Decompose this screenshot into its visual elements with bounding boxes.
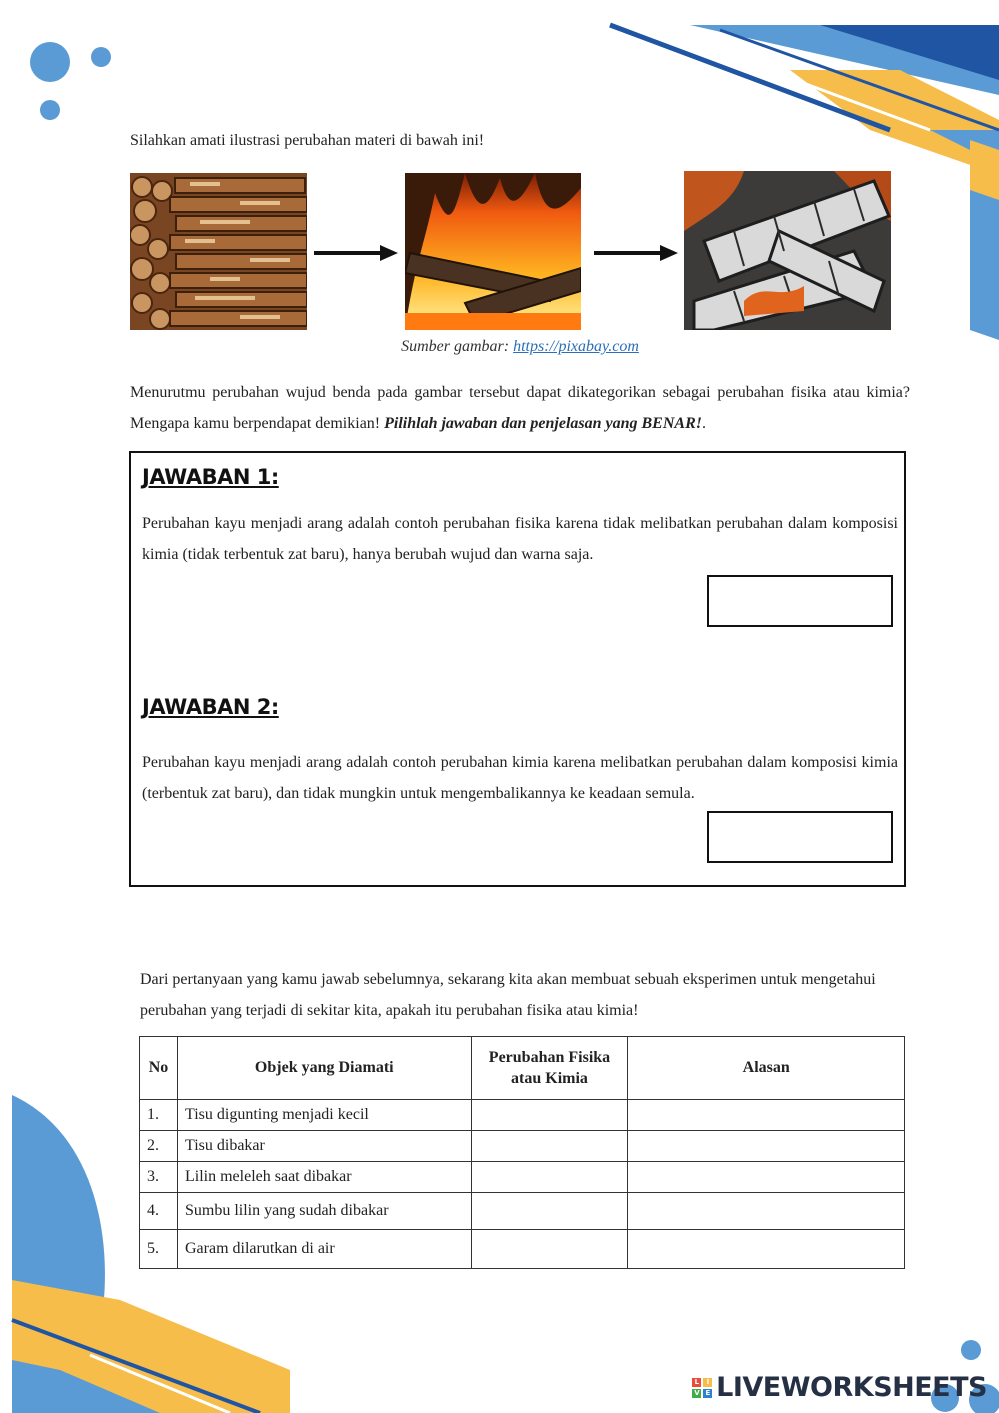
answer-1-title: JAWABAN 1: (142, 465, 279, 489)
question-body: Menurutmu perubahan wujud benda pada gambar tersebut dapat dikategorikan sebagai perubahan fisika atau kimia? Mengapa kamu berpendapat demikian! (130, 384, 910, 432)
logo-cell: I (703, 1378, 712, 1387)
image-caption (0, 338, 999, 356)
table-row (140, 1100, 905, 1131)
header-no: No (140, 1037, 178, 1100)
header-object: Objek yang Diamati (177, 1037, 471, 1100)
row-no: 3. (140, 1162, 178, 1193)
charcoal-ash-image (684, 171, 891, 330)
row-object: Garam dilarutkan di air (177, 1230, 471, 1269)
row-change-input[interactable] (471, 1230, 628, 1269)
row-change-input[interactable] (471, 1131, 628, 1162)
row-reason-input[interactable] (628, 1230, 905, 1269)
logo-grid-icon (692, 1378, 712, 1398)
observation-table (139, 1036, 905, 1269)
deco-dot-large (30, 42, 70, 82)
question-suffix: . (701, 415, 706, 432)
row-reason-input[interactable] (628, 1131, 905, 1162)
logo-cell: L (692, 1378, 701, 1387)
table-header-row (140, 1037, 905, 1100)
answer-2-title: JAWABAN 2: (142, 695, 279, 719)
row-reason-input[interactable] (628, 1162, 905, 1193)
row-change-input[interactable] (471, 1100, 628, 1131)
table-row (140, 1193, 905, 1230)
table-row (140, 1230, 905, 1269)
deco-dot-mid (40, 100, 60, 120)
row-object: Lilin meleleh saat dibakar (177, 1162, 471, 1193)
answer-1-checkbox[interactable] (707, 575, 893, 627)
logo-cell: E (703, 1389, 712, 1398)
deco-stripe-yellow-right (970, 140, 999, 200)
row-object: Tisu dibakar (177, 1131, 471, 1162)
question-emphasis: Pilihlah jawaban dan penjelasan yang BENAR! (384, 415, 702, 432)
row-no: 5. (140, 1230, 178, 1269)
row-object: Sumbu lilin yang sudah dibakar (177, 1193, 471, 1230)
row-reason-input[interactable] (628, 1193, 905, 1230)
logo-text: LIVEWORKSHEETS (716, 1372, 987, 1403)
row-reason-input[interactable] (628, 1100, 905, 1131)
caption-prefix: Sumber gambar: (401, 338, 510, 355)
arrow-right-icon-2 (594, 243, 678, 263)
row-no: 2. (140, 1131, 178, 1162)
deco-dot-bottom-right (961, 1340, 981, 1360)
row-change-input[interactable] (471, 1193, 628, 1230)
header-change: Perubahan Fisika atau Kimia (471, 1037, 628, 1100)
answer-2-checkbox[interactable] (707, 811, 893, 863)
liveworksheets-logo (692, 1372, 987, 1403)
firewood-stack-image (130, 173, 307, 330)
intro-text: Silahkan amati ilustrasi perubahan materi di bawah ini! (130, 132, 485, 149)
burning-fire-image (405, 173, 581, 330)
answer-1-text: Perubahan kayu menjadi arang adalah contoh perubahan fisika karena tidak melibatkan perubahan dalam komposisi kimia (tidak terbentuk zat baru), hanya berubah wujud dan warna saja. (142, 515, 898, 563)
row-change-input[interactable] (471, 1162, 628, 1193)
table-row (140, 1162, 905, 1193)
experiment-intro-text: Dari pertanyaan yang kamu jawab sebelumnya, sekarang kita akan membuat sebuah eksperimen untuk mengetahui perubahan yang terjadi di sekitar kita, apakah itu perubahan fisika atau kimia! (140, 971, 876, 1019)
table-row (140, 1131, 905, 1162)
header-reason: Alasan (628, 1037, 905, 1100)
row-object: Tisu digunting menjadi kecil (177, 1100, 471, 1131)
deco-dot-small (91, 47, 111, 67)
row-no: 1. (140, 1100, 178, 1131)
caption-link[interactable]: https://pixabay.com (513, 338, 639, 355)
question-text (130, 377, 910, 439)
arrow-right-icon (314, 243, 398, 263)
logo-cell: V (692, 1389, 701, 1398)
answer-2-text: Perubahan kayu menjadi arang adalah contoh perubahan kimia karena melibatkan perubahan dalam komposisi kimia (terbentuk zat baru), dan tidak mungkin untuk mengembalikannya ke keadaan semula. (142, 754, 898, 802)
row-no: 4. (140, 1193, 178, 1230)
